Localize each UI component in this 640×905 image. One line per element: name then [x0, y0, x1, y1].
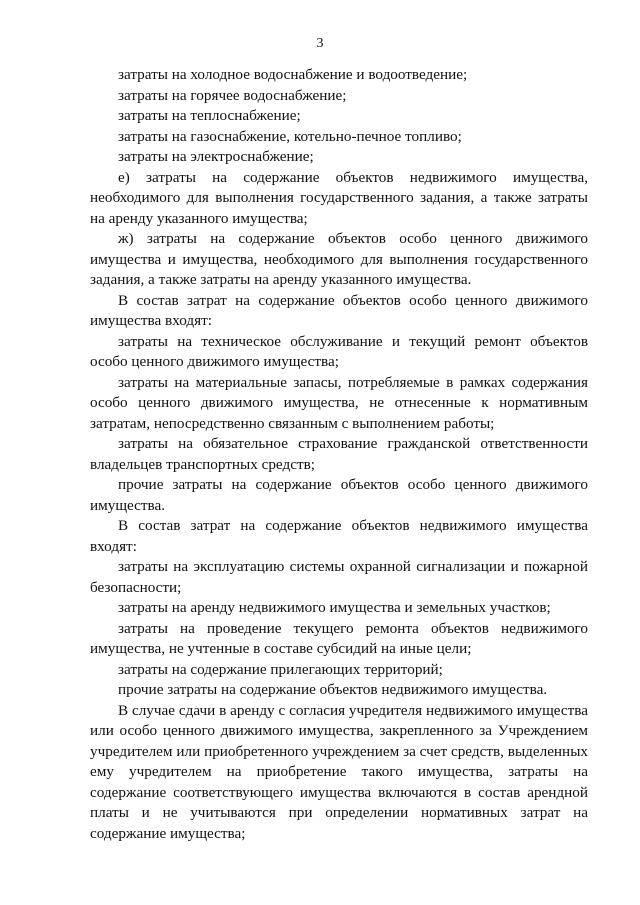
paragraph-item-e: е) затраты на содержание объектов недвижимого имущества, необходимого для выполнения государственного задания, а также затраты на аренду указанного имущества;: [90, 168, 588, 227]
paragraph-item-zh: ж) затраты на содержание объектов особо ценного движимого имущества и имущества, необходимого для выполнения государственного задания, а также затраты на аренду указанного имущества.: [90, 230, 588, 288]
document-body: [90, 65, 588, 844]
paragraph-hot-water: затраты на горячее водоснабжение;: [118, 86, 347, 104]
paragraph-gas: затраты на газоснабжение, котельно-печное топливо;: [118, 127, 462, 145]
paragraph-insurance: затраты на обязательное страхование гражданской ответственности владельцев транспортных средств;: [90, 435, 588, 473]
paragraph-current-repair: затраты на проведение текущего ремонта объектов недвижимого имущества, не учтенные в составе субсидий на иные цели;: [90, 619, 588, 657]
paragraph-maintenance-repair: затраты на техническое обслуживание и текущий ремонт объектов особо ценного движимого имущества;: [90, 332, 588, 370]
paragraph-rent-land: затраты на аренду недвижимого имущества и земельных участков;: [118, 599, 551, 616]
paragraph-other-movable: прочие затраты на содержание объектов особо ценного движимого имущества.: [90, 476, 588, 514]
paragraph-other-real-estate: прочие затраты на содержание объектов недвижимого имущества.: [118, 681, 548, 698]
paragraph-electricity: затраты на электроснабжение;: [118, 148, 314, 165]
paragraph-material-supplies: затраты на материальные запасы, потребляемые в рамках содержания особо ценного движимого имущества, не отнесенные к нормативным затратам, непосредственно связанным с выполнением работы;: [90, 373, 588, 432]
paragraph-movable-costs-intro: В состав затрат на содержание объектов особо ценного движимого имущества входят:: [90, 291, 588, 329]
paragraph-heating: затраты на теплоснабжение;: [118, 107, 301, 124]
page-number: 3: [316, 36, 324, 51]
paragraph-real-estate-intro: В состав затрат на содержание объектов недвижимого имущества входят:: [90, 517, 588, 555]
paragraph-adjacent-territories: затраты на содержание прилегающих территорий;: [118, 660, 443, 678]
paragraph-security-fire: затраты на эксплуатацию системы охранной сигнализации и пожарной безопасности;: [90, 558, 588, 596]
paragraph-lease-case: В случае сдачи в аренду с согласия учредителя недвижимого имущества или особо ценного движимого имущества, закрепленного за Учреждением учредителем или приобретенного учреждением за счет средств, выделенных ему учредителем на приобретение такого имущества, затраты на содержание соответствующего имущества включаются в состав арендной платы и не учитываются при определении нормативных затрат на содержание имущества;: [90, 701, 588, 842]
paragraph-cold-water: затраты на холодное водоснабжение и водоотведение;: [118, 66, 468, 83]
